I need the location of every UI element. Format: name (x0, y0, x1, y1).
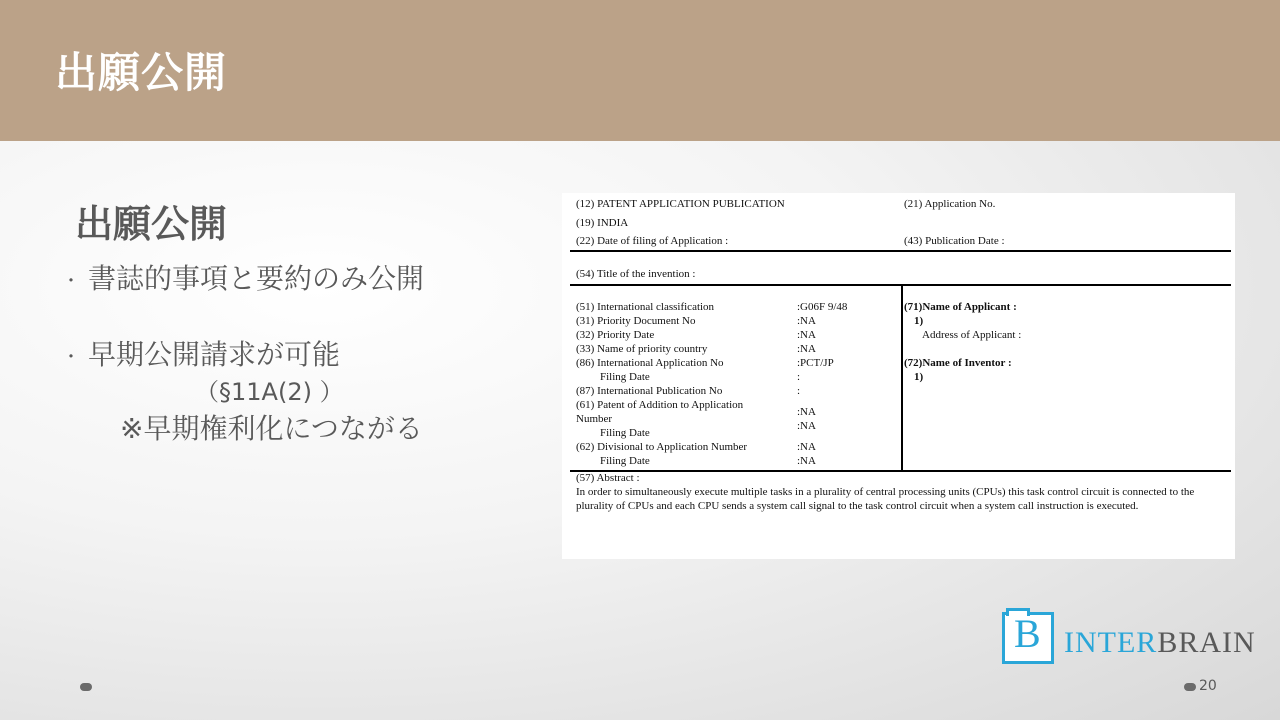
footer-dot (1184, 683, 1196, 691)
publication-type: (12) PATENT APPLICATION PUBLICATION (576, 198, 785, 210)
field-label: Filing Date (600, 427, 650, 439)
bullet-marker: ・ (62, 347, 80, 368)
field-value: :NA (797, 441, 816, 453)
field-value: :NA (797, 329, 816, 341)
field-label: (51) International classification (576, 301, 715, 313)
applicant-index: 1) (914, 315, 924, 327)
section-reference: （§11A(2) ） (195, 378, 344, 406)
bullet-item (62, 257, 424, 297)
logo-word-inter: INTER (1064, 626, 1158, 659)
field-label: (62) Divisional to Application Number (576, 441, 748, 453)
publication-date-label: (43) Publication Date : (904, 235, 1005, 247)
field-value: : (797, 385, 801, 397)
bullet-text: 書誌的事項と要約のみ公開 (88, 262, 425, 295)
bullet-item (62, 333, 340, 373)
field-label: Filing Date (600, 455, 650, 467)
field-value: :NA (797, 343, 816, 355)
logo-letter: B (1014, 611, 1041, 656)
country-label: (19) INDIA (576, 217, 629, 229)
slide-title: 出願公開 (55, 48, 228, 97)
field-value: :PCT/JP (797, 357, 834, 369)
field-label: (33) Name of priority country (576, 343, 708, 355)
field-label: Number (576, 413, 613, 425)
title-bar (0, 0, 1280, 141)
field-label: Filing Date (600, 371, 650, 383)
field-label: (32) Priority Date (576, 329, 655, 341)
logo-word-brain: BRAIN (1157, 626, 1256, 659)
footer-dot (80, 683, 92, 691)
field-value: :NA (797, 315, 816, 327)
bullet-marker: ・ (62, 271, 80, 292)
field-value: : (797, 371, 801, 383)
divider (570, 470, 1231, 472)
section-heading: 出願公開 (75, 202, 228, 246)
page-number: 20 (1199, 678, 1217, 694)
field-value: :NA (797, 420, 816, 432)
application-no-label: (21) Application No. (904, 198, 996, 210)
field-label: (87) International Publication No (576, 385, 723, 397)
abstract-text: In order to simultaneously execute multiple tasks in a plurality of central processing units (CPUs) this task control circuit is connected to the plurality of CPUs and each CPU sends a system call signal to the task control circuit when a system call instruction is executed. (576, 486, 1195, 512)
field-label: (61) Patent of Addition to Application (576, 399, 744, 411)
filing-date-label: (22) Date of filing of Application : (576, 235, 729, 247)
field-value: :NA (797, 455, 816, 467)
field-value: :G06F 9/48 (797, 301, 848, 313)
patent-publication-image (562, 193, 1235, 559)
logo-wordmark (1064, 626, 1256, 660)
interbrain-logo (1000, 608, 1262, 668)
abstract-label: (57) Abstract : (576, 472, 640, 484)
field-value: :NA (797, 406, 816, 418)
address-label: Address of Applicant : (922, 329, 1022, 341)
applicant-label: (71)Name of Applicant : (904, 301, 1017, 313)
field-label: (31) Priority Document No (576, 315, 696, 327)
inventor-index: 1) (914, 371, 924, 383)
note-text: ※早期権利化につながる (120, 412, 423, 445)
column-divider (901, 284, 903, 470)
inventor-label: (72)Name of Inventor : (904, 357, 1012, 369)
divider (570, 250, 1231, 252)
bullet-text: 早期公開請求が可能 (88, 338, 341, 371)
invention-title-label: (54) Title of the invention : (576, 268, 696, 280)
field-label: (86) International Application No (576, 357, 724, 369)
